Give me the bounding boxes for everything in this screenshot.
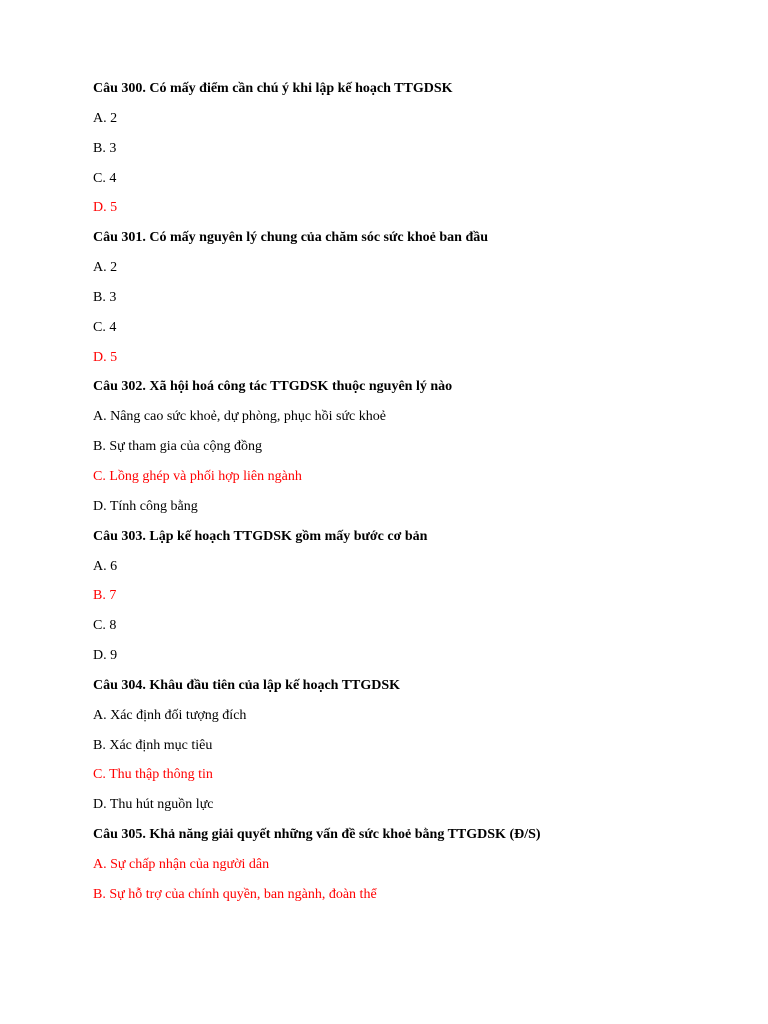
question-title: Câu 302. Xã hội hoá công tác TTGDSK thuộc nguyên lý nào — [93, 379, 453, 395]
answer-option: B. Xác định mục tiêu — [93, 737, 213, 753]
answer-option: A. 2 — [93, 260, 118, 276]
question-title: Câu 304. Khâu đầu tiên của lập kế hoạch TTGDSK — [93, 677, 401, 693]
question-title: Câu 301. Có mấy nguyên lý chung của chăm sóc sức khoẻ ban đầu — [93, 230, 489, 246]
answer-option-highlighted: D. 5 — [93, 349, 118, 365]
answer-option: C. 4 — [93, 319, 117, 335]
answer-option: A. Xác định đối tượng đích — [93, 707, 247, 723]
answer-option-highlighted: D. 5 — [93, 200, 118, 216]
answer-option: A. 2 — [93, 111, 118, 126]
question-title: Câu 305. Khả năng giải quyết những vấn đề sức khoẻ bằng TTGDSK (Đ/S) — [93, 826, 541, 842]
answer-option: B. 3 — [93, 289, 117, 305]
answer-option: D. 9 — [93, 647, 118, 663]
question-title: Câu 303. Lập kế hoạch TTGDSK gồm mấy bước cơ bản — [93, 528, 428, 544]
answer-option-highlighted: C. Lồng ghép và phối hợp liên ngành — [93, 468, 302, 484]
answer-option: A. 6 — [93, 558, 118, 574]
answer-option: A. Nâng cao sức khoẻ, dự phòng, phục hồi sức khoẻ — [93, 409, 386, 425]
answer-option: C. 4 — [93, 170, 117, 186]
answer-option: C. 8 — [93, 618, 117, 634]
answer-option: D. Thu hút nguồn lực — [93, 797, 214, 813]
answer-option: B. Sự tham gia của cộng đồng — [93, 439, 262, 455]
answer-option-highlighted: B. 7 — [93, 588, 117, 604]
answer-option-highlighted: A. Sự chấp nhận của người dân — [93, 856, 270, 872]
answer-option-highlighted: B. Sự hỗ trợ của chính quyền, ban ngành, đoàn thể — [93, 886, 377, 902]
answer-option-highlighted: C. Thu thập thông tin — [93, 767, 213, 783]
quiz-document — [93, 80, 733, 916]
answer-option: B. 3 — [93, 140, 117, 156]
answer-option: D. Tính công bằng — [93, 498, 198, 514]
question-title: Câu 300. Có mấy điểm cần chú ý khi lập kế hoạch TTGDSK — [93, 81, 453, 96]
